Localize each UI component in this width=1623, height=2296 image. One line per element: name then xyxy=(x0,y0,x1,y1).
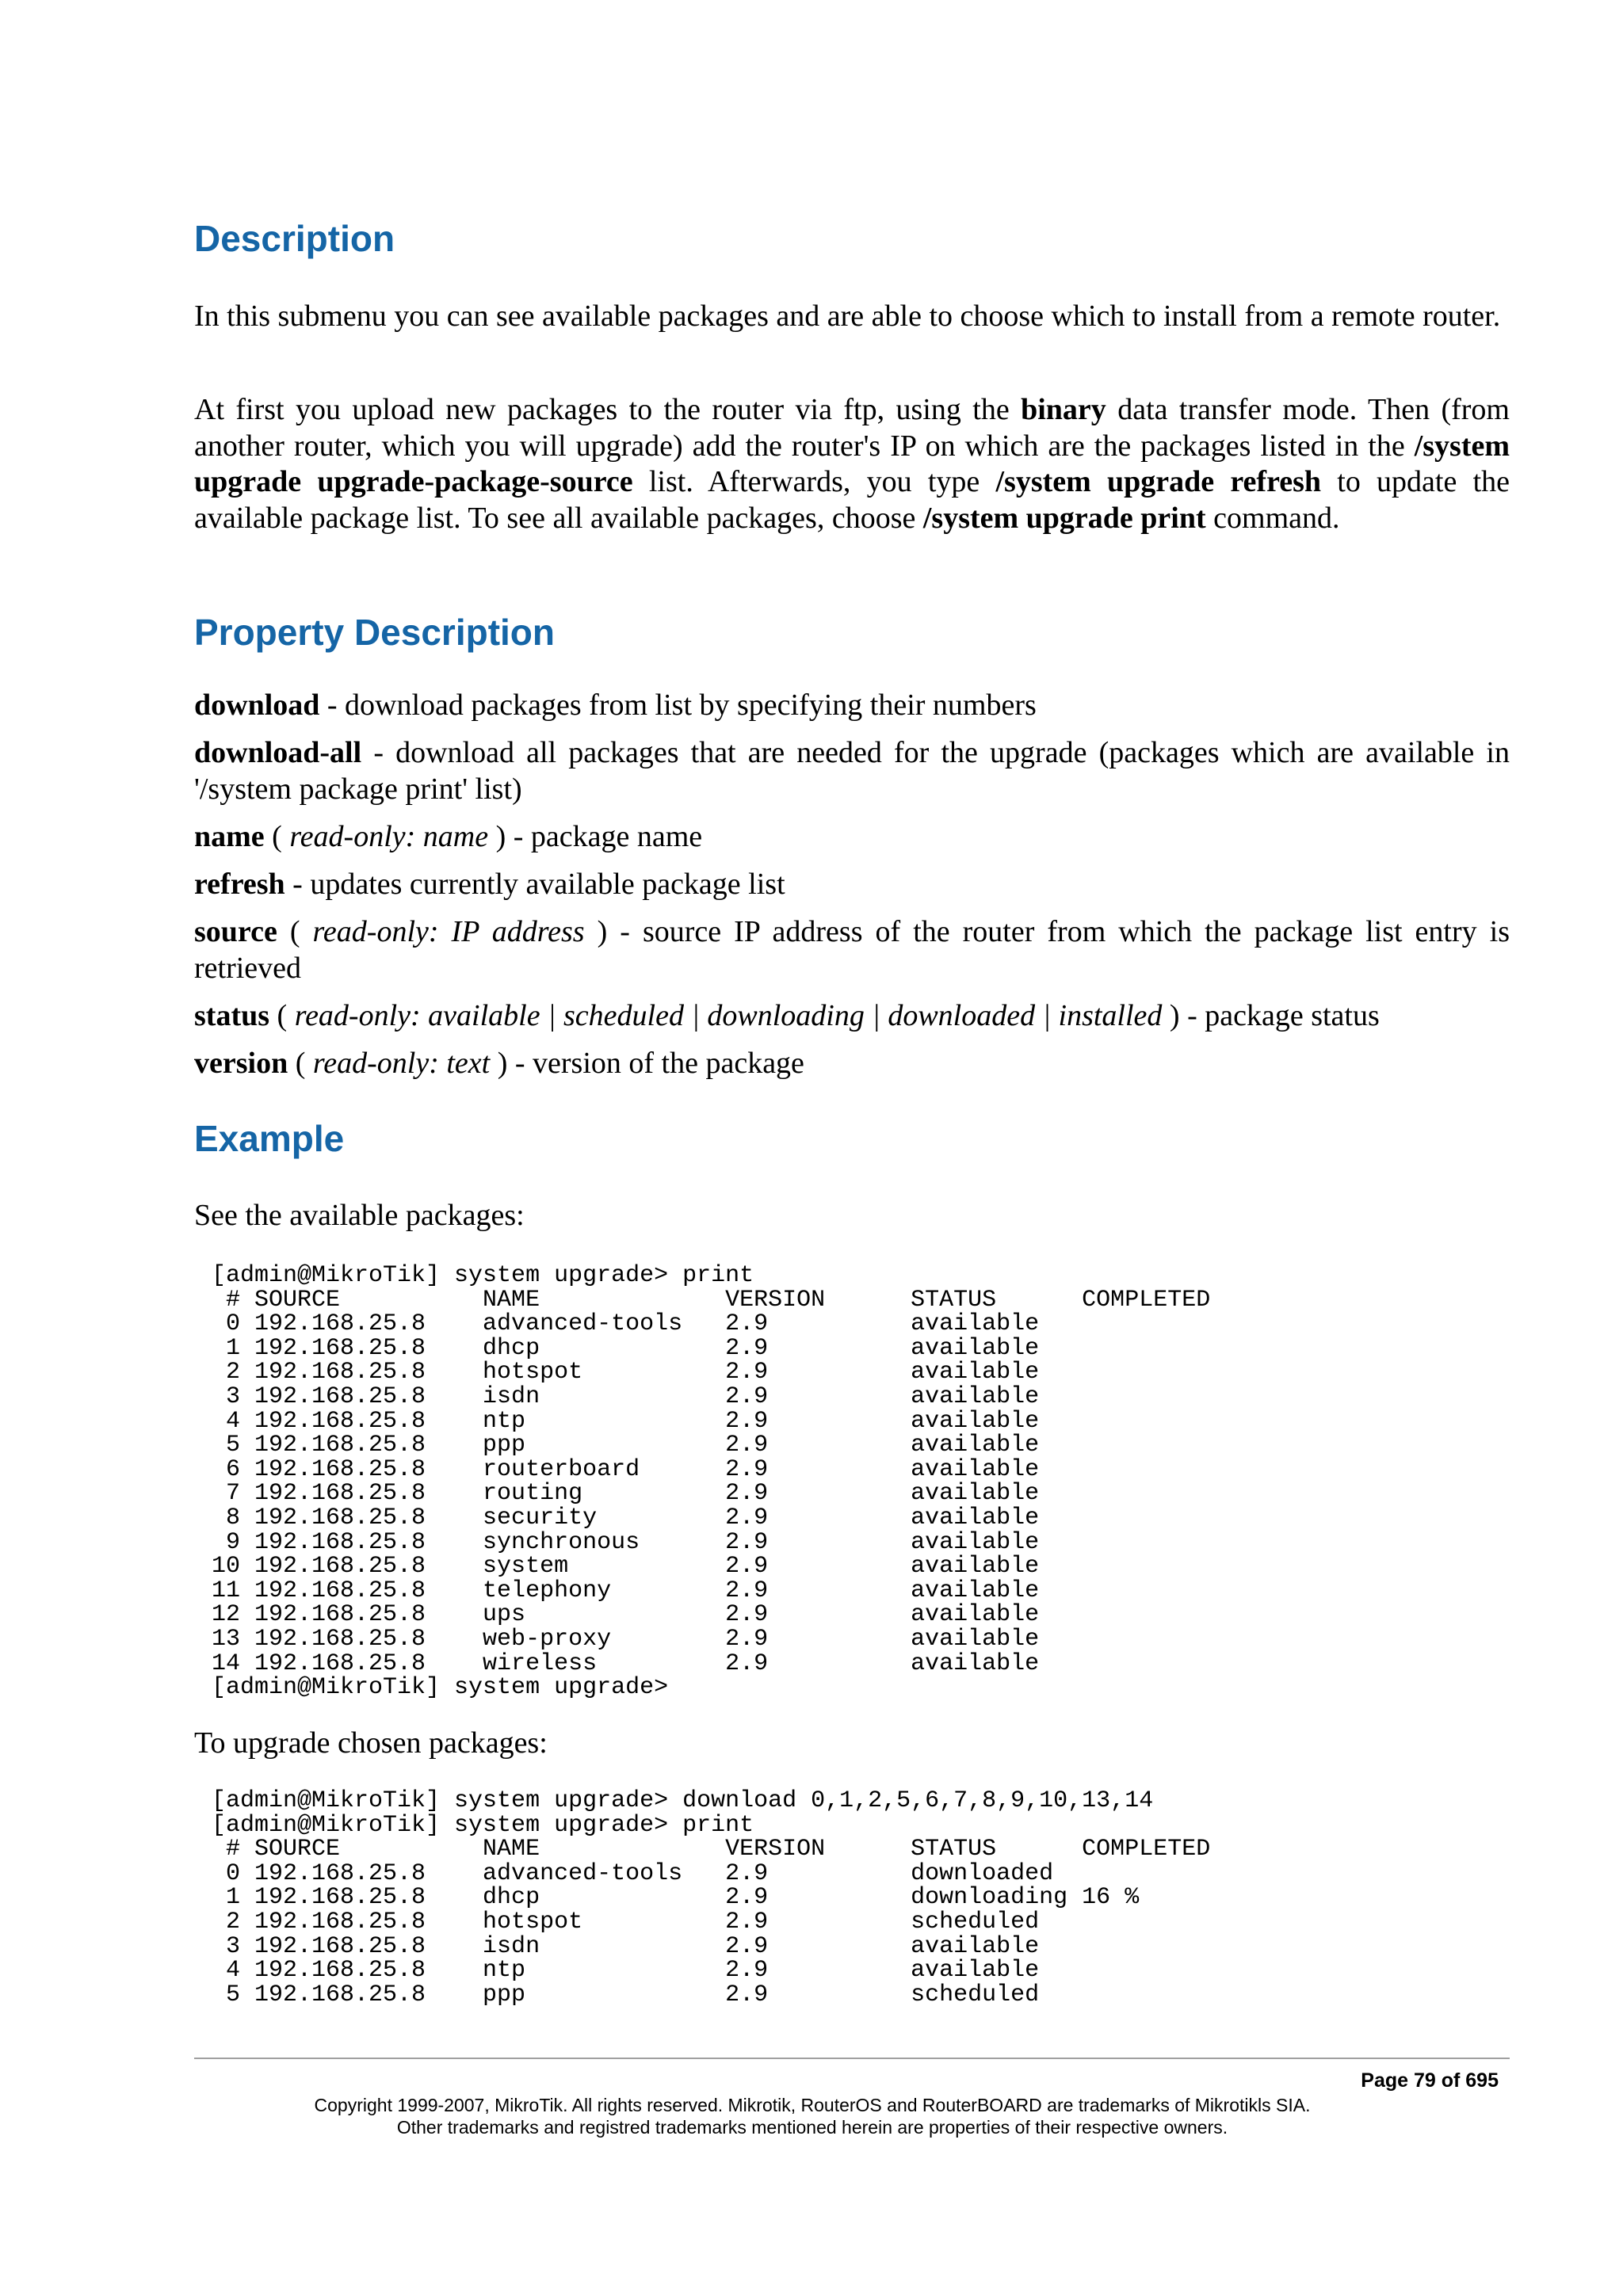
example-intro-1: See the available packages: xyxy=(194,1199,525,1232)
property-download-all: download-all - download all packages that are needed for the upgrade (packages which are available in '/system package print' list) xyxy=(194,736,1510,806)
example-intro-2: To upgrade chosen packages: xyxy=(194,1726,548,1760)
property-source: source ( read-only: IP address ) - source IP address of the router from which the package list entry is retrieved xyxy=(194,915,1510,985)
copyright-notice xyxy=(194,2094,1430,2138)
footer-divider xyxy=(194,2058,1510,2059)
property-name: name ( read-only: name ) - package name xyxy=(194,820,703,853)
description-heading: Description xyxy=(194,218,395,259)
code-block-download: [admin@MikroTik] system upgrade> download 0,1,2,5,6,7,8,9,10,13,14 [admin@MikroTik] system upgrade> print # SOURCE NAME VERSION STATUS COMPLETED 0 192.168.25.8 advanced-tools 2.9 downloaded 1 192.168.25.8 dhcp 2.9 downloading 16 % 2 192.168.25.8 hotspot 2.9 scheduled 3 192.168.25.8 isdn 2.9 available 4 192.168.25.8 ntp 2.9 available 5 192.168.25.8 ppp 2.9 scheduled xyxy=(212,1787,1211,2008)
page-number: Page 79 of 695 xyxy=(1361,2069,1499,2092)
copyright-line-1: Copyright 1999-2007, MikroTik. All rights reserved. Mikrotik, RouterOS and RouterBOARD are trademarks of Mikrotikls SIA. xyxy=(314,2095,1311,2115)
property-download: download - download packages from list by specifying their numbers xyxy=(194,688,1037,722)
example-heading: Example xyxy=(194,1118,345,1159)
copyright-line-2: Other trademarks and registred trademarks mentioned herein are properties of their respective owners. xyxy=(396,2117,1228,2138)
property-status: status ( read-only: available | scheduled | downloading | downloaded | installed ) - package status xyxy=(194,999,1380,1032)
description-paragraph-2: At first you upload new packages to the router via ftp, using the binary data transfer mode. Then (from another router, which you will upgrade) add the router's IP on which are the packages listed in the /system upgrade upgrade-package-source list. Afterwards, you type /system upgrade refresh to update the available package list. To see all available packages, choose /system upgrade print command. xyxy=(194,393,1510,535)
description-paragraph-1: In this submenu you can see available packages and are able to choose which to install from a remote router. xyxy=(194,299,1501,333)
property-description-heading: Property Description xyxy=(194,612,555,653)
property-version: version ( read-only: text ) - version of the package xyxy=(194,1047,804,1080)
code-block-print: [admin@MikroTik] system upgrade> print # SOURCE NAME VERSION STATUS COMPLETED 0 192.168.25.8 advanced-tools 2.9 available 1 192.168.25.8 dhcp 2.9 available 2 192.168.25.8 hotspot 2.9 available 3 192.168.25.8 isdn 2.9 available 4 192.168.25.8 ntp 2.9 available 5 192.168.25.8 ppp 2.9 available 6 192.168.25.8 routerboard 2.9 available 7 192.168.25.8 routing 2.9 available 8 192.168.25.8 security 2.9 available 9 192.168.25.8 synchronous 2.9 available 10 192.168.25.8 system 2.9 available 11 192.168.25.8 telephony 2.9 available 12 192.168.25.8 ups 2.9 available 13 192.168.25.8 web-proxy 2.9 available 14 192.168.25.8 wireless 2.9 available [admin@MikroTik] system upgrade> xyxy=(212,1262,1211,1702)
property-refresh: refresh - updates currently available package list xyxy=(194,868,785,901)
